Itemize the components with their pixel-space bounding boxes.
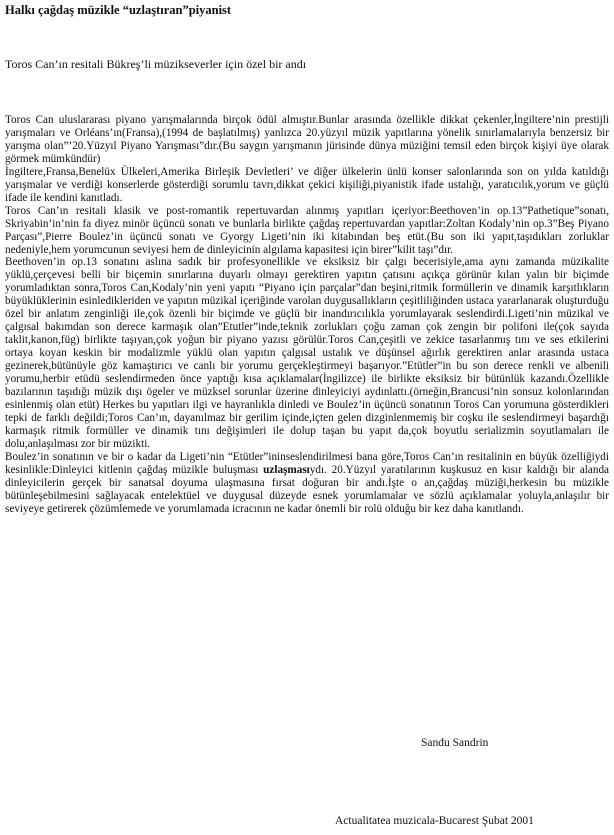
- paragraph-text: ydı. 20.Yüzyıl yaratılarının kuşkusuz en kısır kaldığı bir alanda dinleyicilerin gerçek bir sanatsal doyuma ulaşmasına fırsat doğuran bir andı.İşte o an,çağdaş müziği,herkesin bu müzikle bütünleşebilmesini sağlayacak entelektüel ve duygusal düzeyde esnek yorumlamalar ve sözlü açıklamalar yoluyla,anlaşılır bir seviyeye getirerek çözümlemede ve yorumlamada icracının ne kadar önemli bir rolü olduğu bir kez daha kanıtlandı.: [5, 463, 610, 515]
- paragraph-text: Boulez’in sonatının ve bir o kadar da Ligeti’nin “Etütler”ininseslendirilmesi bana göre,Toros Can’ın resitalinin en büyük özelliğiydi kesinlikle:Dinleyici kitlenin çağdaş müzikle buluşması: [5, 450, 609, 476]
- publication-source: Actualitatea muzicala-Bucarest Şubat 2001: [335, 815, 534, 827]
- body-paragraph: [5, 451, 609, 516]
- article-subtitle: Toros Can’ın resitali Bükreş’li müzikseverler için özel bir andı: [5, 57, 307, 71]
- body-paragraph: Toros Can uluslararası piyano yarışmalarında birçok ödül almıştır.Bunlar arasında özellikle dikkat çekenler,İngiltere’nin prestijli yarışmaları ve Orléans’ın(Fransa),(1994 de başlatılmış) yanlızca 20.yüzyıl müzik yapıtlarına yönelik sınırlamalarıyla benzersiz bir yarışma olan”’20.Yüzyıl Piyano Yarışması”dır.(Bu saygın yarışmanın jürisinde dünya müziğini temsil eden birçok kişiyi üye olarak görmek mümkündür): [5, 114, 609, 165]
- body-paragraph: Beethoven’in op.13 sonatını aslına sadık bir profesyonellikle ve eksiksiz bir çalgı becerisiyle,ama aynı zamanda müzikalite yüklü,çerçevesi belli bir biçemin sınırlarına duyarlı olmayı gerektiren yapıtın çatısını açıkça görünür kılan yalın bir biçimde yorumladıktan sonra,Toros Can,Kodaly’nin yeni yapıtı “Piyano için parçalar”dan beşini,ritmik formüllerin ve dinamik karşıtlıkların büyüklüklerinin esinledikleriden ve yapıtın müzikal içeriğinde varolan duygusallıkların çeşitliliğinden ustaca yararlanarak oluşturduğu özel bir anlatım zenginliği ile,çok özenli bir biçimde ve güçlü bir inandırıcılıkla yorumlayarak seslendirdi.Ligeti’nin müzikal ve çalgısal bakımdan son derece karmaşık olan”Etutler”inde,teknik zorlukları çoğu zaman çok zengin bir polifoni ile(çok sayıda taklit,kanon,füg) birlikte taşıyan,çok yoğun bir piyano yazısı görülür.Toros Can,çeşitli ve zekice tasarlanmış tını ve ses etkilerini ortaya koyan keskin bir modalizmle yüklü olan yapıtın çalgısal ustalık ve düşünsel ağırlık gerektiren anlar arasında ustaca gezinerek,bütünüyle göz kamaştırıcı ve canlı bir yorumu gerçekleştirmeyi başarıyor.”Etütler”in bu son derece renkli ve albenili yorumu,herbir etüdü seslendirmeden önce yaptığı kısa açıklamalar(İngilizce) ile birlikte eksiksiz bir bütünlük kazandı.Özellikle bazılarının taşıdığı müzik dışı ögeler ve müzksel sorunlar üzerine dinleyiciyi aydınlattı.(örneğin,Brancusi’nin sonsuz kolonlarından esinlenmiş olan etüt) Herkes bu yapıtları ilgi ve hayranlıkla dinledi ve Boulez’in üçüncü sonatının Toros Can yorumuna gösterdikleri tepki de farklı değildi;Toros Can’ın, dayanılmaz bir gerilim içinde,içten gelen dizginlenmemiş bir coşku ile seslendirmeyi başardığı karmaşık ritmik formüller ve dinamik tını değişimleri ile dolup taşan bu yapıt da,çok boyutlu serializmin soyutlamaları ile dolu,anlaşılması zor bir müzikti.: [5, 256, 609, 450]
- body-paragraph: İngiltere,Fransa,Benelüx Ülkeleri,Amerika Birleşik Devletleri’ ve diğer ülkelerin ünlü konser salonlarında son on yılda katıldığı yarışmalar ve verdiği konserlerde gösterdiği sorumlu tavrı,dikkat çekici kişiliği,piyanistik ifade ustalığı, yaratıcılık,yorum ve güçlü ifade ile kendini kanıtladı.: [5, 165, 609, 204]
- emphasized-word: uzlaşması: [263, 463, 310, 476]
- author-signature: Sandu Sandrin: [421, 737, 489, 749]
- article-headline: Halkı çağdaş müzikle “uzlaştıran”piyanist: [5, 3, 232, 17]
- article-body: [5, 114, 609, 516]
- body-paragraph: Toros Can’ın resitali klasik ve post-romantik repertuvardan alınmış yapıtları içeriyor:Beethoven’in op.13”Pathetique”sonatı, Skriyabin’in’nin fa diyez minör üçüncü sonatı ve bunlarla birlikte çağdaş repertuvardan yapıtlar:Zoltan Kodaly’nin op.3”Beş Piyano Parçası”,Pierre Boulez’in üçüncü sonatı ve Gyorgy Ligeti’nin iki kitabından beş etüt.(Bu son iki yapıt,taşıdıkları zorluklar nedeniyle,hem yorumcunun seviyesi hem de dinleyicinin algılama kapasitesi için birer”kilit taşı”dır.: [5, 204, 609, 256]
